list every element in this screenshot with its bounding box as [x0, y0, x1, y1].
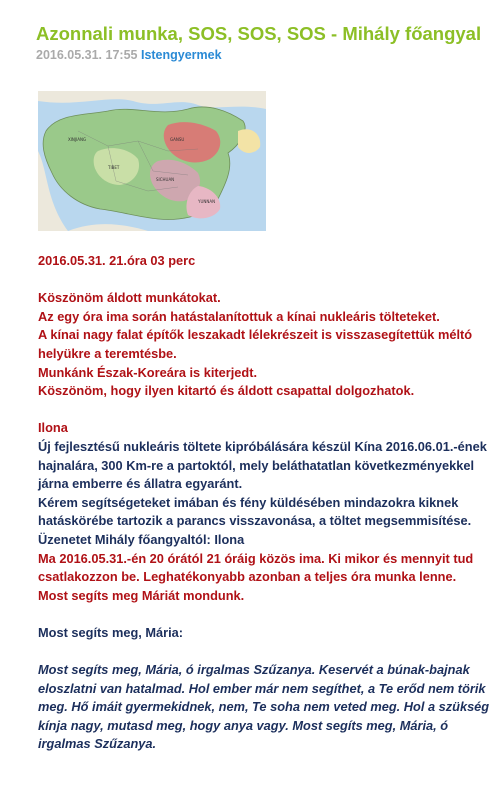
thanks-line-3: A kínai nagy falat építők leszakadt lélekrészeit is visszasegítettük méltó helyükre a teremtésbe.: [38, 327, 473, 361]
post-meta: [36, 48, 492, 66]
thanks-line-1: Köszönöm áldott munkátokat.: [38, 290, 221, 306]
post-title[interactable]: Azonnali munka, SOS, SOS, SOS - Mihály főangyal: [36, 23, 482, 44]
post-body: [38, 252, 490, 754]
prayer-text: Most segíts meg, Mária, ó irgalmas Szűzanya. Keservét a búnak-bajnak eloszlatni van hatalmad. Hol ember már nem segíthet, a Te erőd nem törik meg. Hő imáit gyermekidnek, nem, Te soha nem veted meg. Hol a szükség kínja nagy, mutasd meg, hogy anya vagy. Most segíts meg, Mária, ó irgalmas Szűzanya.: [38, 662, 490, 752]
prayer-schedule: Ma 2016.05.31.-én 20 órától 21 óráig közös ima. Ki mikor és mennyit tud csatlakozzon be. Leghatékonyabb azonban a teljes óra munka lenne.: [38, 550, 474, 585]
china-map-image: [38, 91, 266, 231]
warning-paragraph: Új fejlesztésű nukleáris töltete kipróbálására készül Kína 2016.06.01.-ének hajnalára, 300 Km-re a partoktól, mely beláthatatlan következményekkel járna emberre és állatra egyaránt.: [38, 438, 487, 492]
signature-name: Ilona: [38, 420, 68, 436]
author-link[interactable]: Istengyermek: [140, 48, 222, 62]
prayer-heading: Most segíts meg, Mária:: [38, 624, 184, 640]
thanks-line-4: Munkánk Észak-Koreára is kiterjedt.: [38, 364, 258, 380]
thanks-line-2: Az egy óra ima során hatástalanítottuk a kínai nukleáris tölteteket.: [38, 308, 440, 324]
dateline: 2016.05.31. 21.óra 03 perc: [38, 253, 196, 268]
svg-text:GANSU: GANSU: [170, 137, 185, 142]
prayer-instruction: Most segíts meg Máriát mondunk.: [38, 587, 245, 603]
post-date: 2016.05.31. 17:55: [36, 48, 138, 62]
request-paragraph: Kérem segítségeteket imában és fény küldésében mindazokra kiknek hatáskörébe tartozik a parancs visszavonása, a töltet megsemmisítése.: [38, 494, 472, 529]
svg-text:SICHUAN: SICHUAN: [156, 177, 175, 182]
message-source: Üzenetet Mihály főangyaltól: Ilona: [38, 531, 245, 547]
svg-text:XINJIANG: XINJIANG: [68, 137, 87, 142]
svg-text:TIBET: TIBET: [108, 165, 120, 170]
svg-text:YUNNAN: YUNNAN: [198, 199, 216, 204]
thanks-line-5: Köszönöm, hogy ilyen kitartó és áldott csapattal dolgozhatok.: [38, 383, 415, 399]
post-header: [36, 0, 492, 66]
